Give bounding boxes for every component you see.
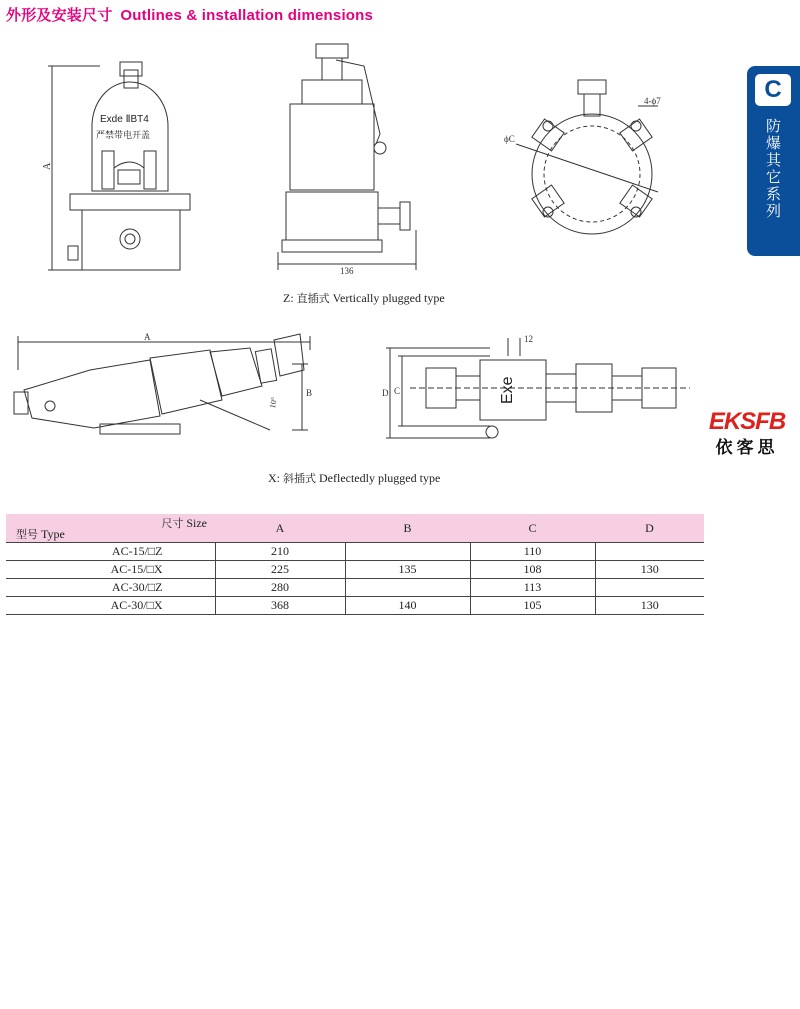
value-cell: 105 xyxy=(470,597,595,615)
model-cell: AC-30/□X xyxy=(6,597,215,615)
value-cell xyxy=(345,579,470,597)
series-letter: C xyxy=(755,74,791,106)
x-caption-prefix: X: xyxy=(268,471,283,485)
x-exe-label: Exe xyxy=(499,376,516,404)
value-cell: 130 xyxy=(595,561,704,579)
value-cell: 210 xyxy=(215,543,345,561)
value-cell: 108 xyxy=(470,561,595,579)
value-cell: 130 xyxy=(595,597,704,615)
brand-logo-text: EKSFB xyxy=(708,408,786,435)
series-char: 它 xyxy=(765,168,781,186)
x-dim-a: A xyxy=(144,332,151,342)
z-dim-holes: 4-ϕ7 xyxy=(644,96,661,106)
column-header: D xyxy=(595,514,704,543)
x-dim-12: 12 xyxy=(524,334,533,344)
column-header: C xyxy=(470,514,595,543)
series-side-tab[interactable] xyxy=(747,66,800,256)
z-front-view-drawing xyxy=(40,56,220,276)
series-name xyxy=(747,118,800,220)
value-cell xyxy=(595,543,704,561)
table-corner-cell xyxy=(6,514,215,543)
z-caption xyxy=(283,290,445,306)
page-title-en: Outlines & installation dimensions xyxy=(120,7,374,24)
corner-size-label: 尺寸 Size xyxy=(161,516,207,530)
value-cell: 113 xyxy=(470,579,595,597)
z-dim-phic: ϕC xyxy=(504,134,515,144)
value-cell: 135 xyxy=(345,561,470,579)
value-cell xyxy=(345,543,470,561)
brand-logo xyxy=(700,408,794,458)
series-char: 其 xyxy=(765,151,781,169)
model-cell: AC-15/□X xyxy=(6,561,215,579)
x-top-view-drawing xyxy=(380,334,700,450)
value-cell xyxy=(595,579,704,597)
table-header-row xyxy=(6,514,704,543)
page-title-cn: 外形及安装尺寸 xyxy=(6,6,113,24)
series-char: 防 xyxy=(765,117,781,135)
page-title xyxy=(6,4,373,25)
dimension-table xyxy=(6,514,704,615)
z-top-view-drawing xyxy=(496,74,686,254)
z-caption-en: Vertically plugged type xyxy=(329,291,445,305)
value-cell: 280 xyxy=(215,579,345,597)
z-dim-136: 136 xyxy=(340,266,354,276)
table-row xyxy=(6,597,704,615)
model-cell: AC-30/□Z xyxy=(6,579,215,597)
value-cell: 368 xyxy=(215,597,345,615)
value-cell: 140 xyxy=(345,597,470,615)
x-caption xyxy=(268,470,440,486)
series-char: 爆 xyxy=(765,134,781,152)
column-header: B xyxy=(345,514,470,543)
z-dim-a: A xyxy=(42,162,53,170)
model-cell: AC-15/□Z xyxy=(6,543,215,561)
table-row xyxy=(6,561,704,579)
series-char: 系 xyxy=(765,185,781,203)
value-cell: 225 xyxy=(215,561,345,579)
x-dim-c: C xyxy=(394,386,401,396)
z-cover-label-2: 严禁带电开盖 xyxy=(96,131,151,141)
x-dim-b: B xyxy=(306,388,313,398)
x-caption-en: Deflectedly plugged type xyxy=(316,471,441,485)
table-row xyxy=(6,579,704,597)
series-char: 列 xyxy=(765,202,781,220)
z-caption-cn: 直插式 xyxy=(296,292,330,305)
corner-type-label: 型号 Type xyxy=(16,527,65,541)
x-side-view-drawing xyxy=(10,330,320,440)
brand-logo-cn: 依客思 xyxy=(715,438,779,458)
z-side-view-drawing xyxy=(272,40,432,276)
x-dim-d: D xyxy=(382,388,389,398)
z-caption-prefix: Z: xyxy=(283,291,297,305)
x-dim-angle: 10° xyxy=(268,396,279,409)
z-cover-label-1: Exde ⅡBT4 xyxy=(100,114,149,125)
value-cell: 110 xyxy=(470,543,595,561)
x-caption-cn: 斜插式 xyxy=(283,472,316,485)
column-header: A xyxy=(215,514,345,543)
table-row xyxy=(6,543,704,561)
